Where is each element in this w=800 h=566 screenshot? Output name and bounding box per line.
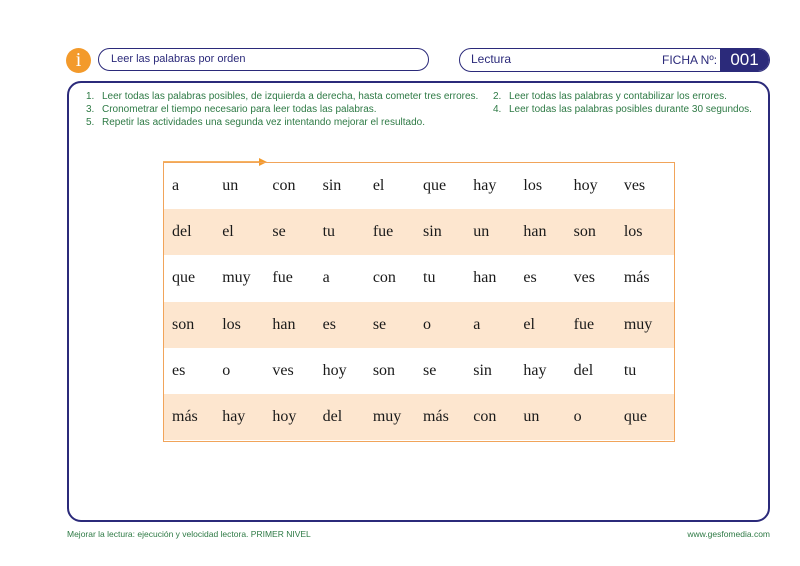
word-row: [164, 163, 674, 209]
footer-website: www.gesfomedia.com: [687, 529, 770, 539]
word-cell: con: [372, 269, 396, 287]
word-cell: más: [172, 408, 198, 426]
word-cell: hoy: [573, 177, 598, 195]
ficha-number: 001: [720, 49, 769, 71]
word-cell: es: [322, 315, 336, 333]
word-cell: han: [523, 223, 547, 241]
word-cell: ves: [623, 177, 646, 195]
word-cell: ves: [272, 361, 294, 379]
word-cell: del: [172, 223, 192, 241]
word-cell: hoy: [272, 408, 297, 426]
word-cell: que: [172, 269, 196, 287]
word-cell: a: [172, 177, 180, 195]
word-cell: han: [473, 269, 497, 287]
word-cell: el: [222, 223, 234, 241]
word-cell: un: [222, 177, 239, 195]
word-cell: más: [623, 269, 650, 287]
word-cell: a: [322, 269, 330, 287]
word-cell: un: [523, 408, 540, 426]
word-cell: tu: [322, 223, 336, 241]
word-cell: fue: [573, 315, 595, 333]
footer-title: Mejorar la lectura: ejecución y velocidad lectora. PRIMER NIVEL: [67, 529, 311, 539]
word-row: [164, 348, 674, 394]
word-row: [164, 209, 674, 255]
word-cell: tu: [623, 361, 637, 379]
word-cell: que: [423, 177, 447, 195]
word-cell: tu: [423, 269, 436, 287]
ficha-label: FICHA Nº:: [662, 53, 718, 67]
word-cell: son: [573, 223, 596, 241]
word-cell: más: [423, 408, 449, 426]
word-row: [164, 394, 674, 440]
word-cell: los: [222, 315, 241, 333]
word-row: [164, 302, 674, 348]
word-cell: se: [423, 361, 437, 379]
word-cell: muy: [623, 315, 653, 333]
word-cell: el: [523, 315, 535, 333]
activity-title: Leer las palabras por orden: [111, 53, 246, 65]
subject-box: [459, 48, 770, 72]
word-cell: a: [473, 315, 481, 333]
word-cell: o: [573, 408, 582, 426]
word-cell: o: [423, 315, 432, 333]
word-cell: son: [372, 361, 396, 379]
word-cell: son: [172, 315, 195, 333]
word-cell: los: [523, 177, 543, 195]
word-cell: es: [523, 269, 537, 287]
word-cell: han: [272, 315, 296, 333]
word-cell: sin: [322, 177, 342, 195]
word-cell: muy: [372, 408, 402, 426]
word-cell: o: [222, 361, 231, 379]
word-cell: del: [573, 361, 594, 379]
instruction-5: 5. Repetir las actividades una segunda vez intentando mejorar el resultado.: [86, 117, 425, 128]
instruction-3: 3. Cronometrar el tiempo necesario para leer todas las palabras.: [86, 104, 377, 115]
word-cell: fue: [272, 269, 293, 287]
subject-label: Lectura: [471, 52, 512, 66]
word-cell: se: [272, 223, 286, 241]
word-cell: hay: [473, 177, 497, 195]
word-cell: hay: [222, 408, 246, 426]
instruction-1: 1. Leer todas las palabras posibles, de izquierda a derecha, hasta cometer tres errores.: [86, 91, 479, 102]
word-cell: muy: [222, 269, 251, 287]
word-cell: sin: [473, 361, 492, 379]
word-cell: con: [272, 177, 296, 195]
word-cell: hoy: [322, 361, 347, 379]
word-cell: es: [172, 361, 186, 379]
word-grid: [163, 162, 675, 442]
word-cell: que: [623, 408, 647, 426]
word-cell: con: [473, 408, 497, 426]
instruction-4: 4. Leer todas las palabras posibles durante 30 segundos.: [493, 104, 752, 115]
activity-title-box: [98, 48, 429, 71]
word-cell: hay: [523, 361, 547, 379]
word-cell: ves: [573, 269, 595, 287]
instruction-2: 2. Leer todas las palabras y contabilizar los errores.: [493, 91, 727, 102]
word-cell: sin: [423, 223, 442, 241]
word-cell: fue: [372, 223, 394, 241]
word-cell: se: [372, 315, 387, 333]
word-cell: un: [473, 223, 490, 241]
info-icon: i: [66, 48, 91, 73]
word-cell: del: [322, 408, 343, 426]
word-cell: los: [623, 223, 643, 241]
word-cell: el: [372, 177, 385, 195]
word-row: [164, 255, 674, 301]
